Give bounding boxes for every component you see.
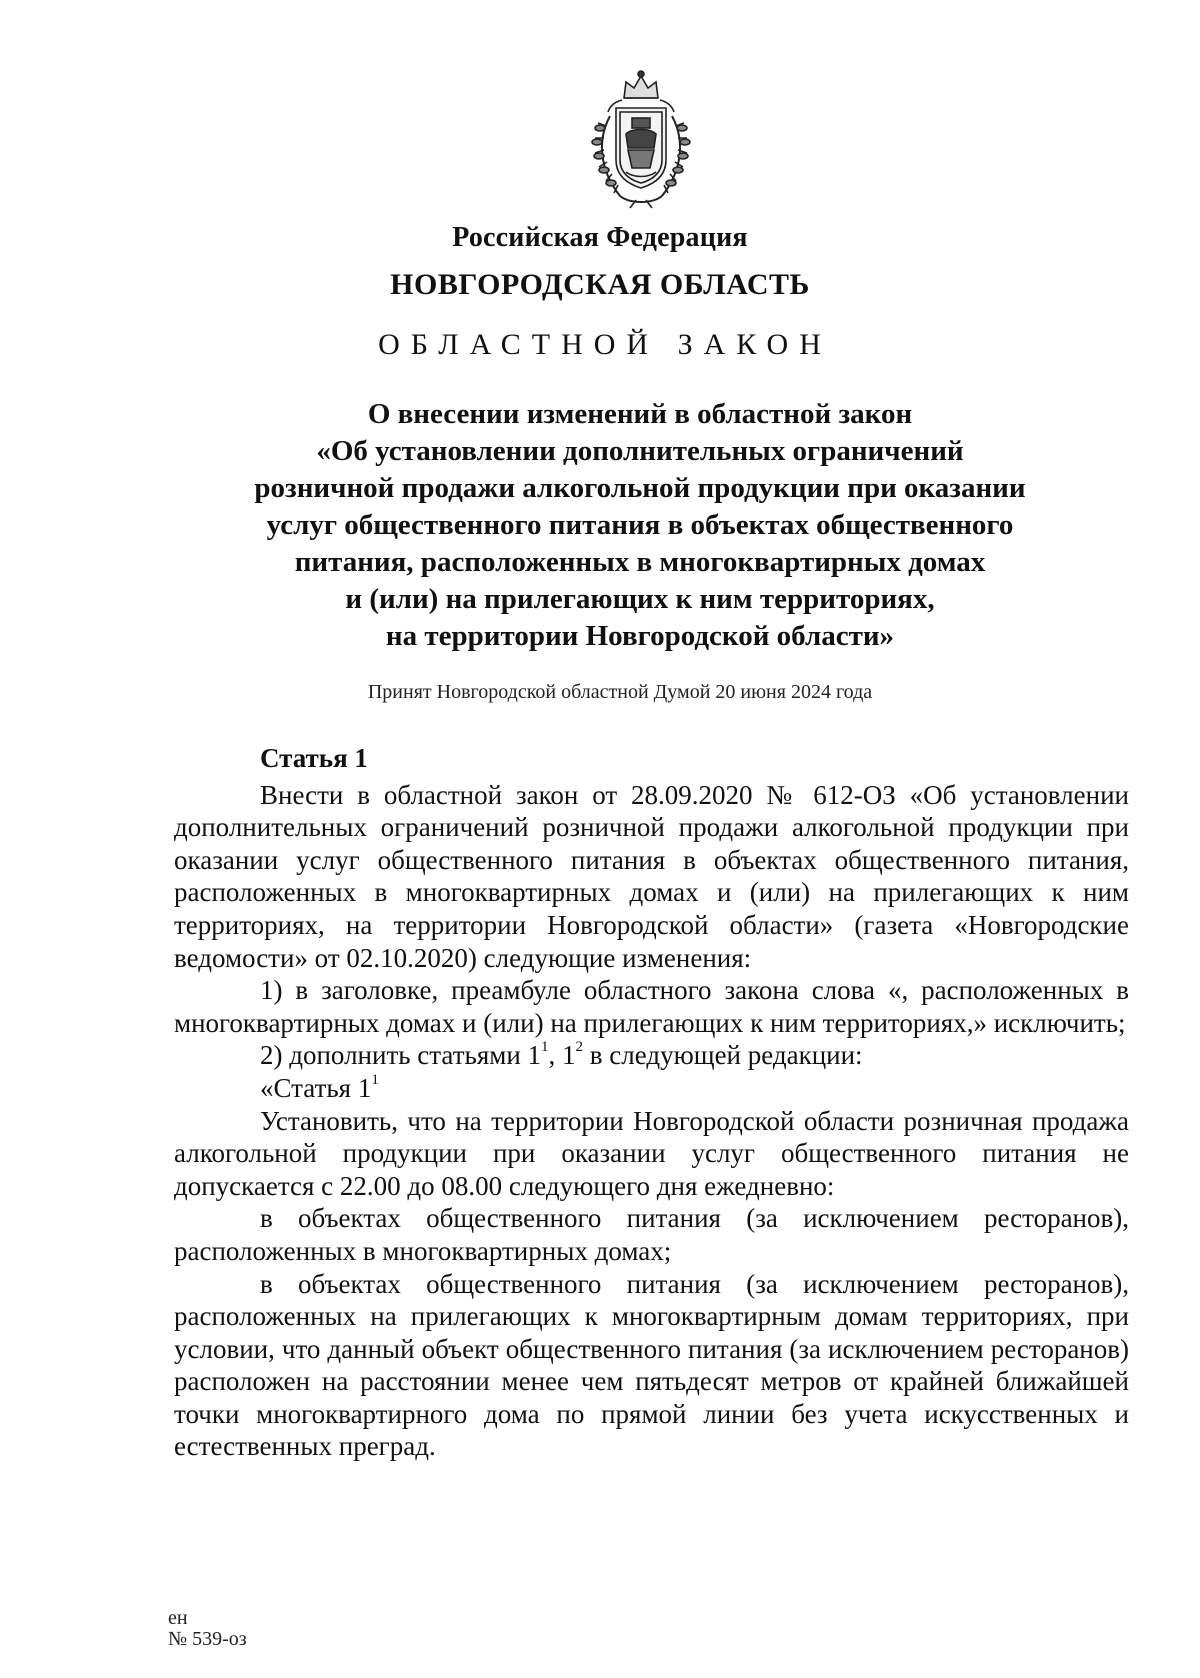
- footer-initials: ен: [168, 1607, 188, 1629]
- article-heading: Статья 1: [260, 743, 368, 773]
- item2-superscript-1: 1: [541, 1039, 549, 1056]
- law-title: [160, 396, 1120, 655]
- region-name: НОВГОРОДСКАЯ ОБЛАСТЬ: [390, 268, 810, 301]
- new-article-heading-superscript: 1: [371, 1071, 379, 1088]
- document-type: ОБЛАСТНОЙ ЗАКОН: [378, 328, 832, 361]
- new-article-heading: [174, 1072, 1129, 1105]
- new-article-paragraph-3: в объектах общественного питания (за исключением ресторанов), расположенных на прилегающих к многоквартирным домам территориях, при условии, что данный объект общественного питания (за исключением ресторанов) расположен на расстоянии менее чем пятьдесят метров от крайней ближайшей точки многоквартирного дома по прямой линии без учета искусственных и естественных преград.: [174, 1268, 1129, 1462]
- document-footer: [168, 1608, 247, 1650]
- amendment-item-2: [174, 1039, 1129, 1072]
- title-line: розничной продажи алкогольной продукции при оказании: [254, 472, 1026, 504]
- item2-text-a: 2) дополнить статьями 1: [260, 1040, 542, 1071]
- title-line: услуг общественного питания в объектах общественного: [266, 509, 1014, 541]
- item2-superscript-2: 2: [575, 1039, 584, 1056]
- title-line: и (или) на прилегающих к ним территориях,: [345, 583, 935, 615]
- new-article-paragraph-1: Установить, что на территории Новгородской области розничная продажа алкогольной продукции при оказании услуг общественного питания не допускается с 22.00 до 08.00 следующего дня ежедневно:: [174, 1105, 1129, 1201]
- title-line: на территории Новгородской области»: [385, 620, 895, 652]
- coat-of-arms-emblem: [580, 68, 702, 210]
- amendment-item-1: 1) в заголовке, преамбуле областного закона слова «, расположенных в многоквартирных домах и (или) на прилегающих к ним территориях,» исключить;: [174, 975, 1129, 1038]
- article-body: [174, 742, 1129, 1463]
- adoption-note: Принят Новгородской областной Думой 20 июня 2024 года: [367, 681, 873, 703]
- new-article-heading-text: «Статья 1: [260, 1072, 372, 1103]
- title-line: О внесении изменений в областной закон: [367, 398, 913, 430]
- title-line: «Об установлении дополнительных ограничений: [316, 435, 964, 467]
- item2-text-c: в следующей редакции:: [583, 1040, 863, 1071]
- footer-number: № 539-оз: [168, 1628, 247, 1650]
- item2-text-b: , 1: [548, 1040, 576, 1071]
- country-name: Российская Федерация: [452, 222, 748, 253]
- title-line: питания, расположенных в многоквартирных домах: [294, 546, 986, 578]
- new-article-paragraph-2: в объектах общественного питания (за исключением ресторанов), расположенных в многоквартирных домах;: [174, 1203, 1129, 1266]
- article-intro-paragraph: Внести в областной закон от 28.09.2020 № 612-ОЗ «Об установлении дополнительных ограничений розничной продажи алкогольной продукции при оказании услуг общественного питания в объектах общественного питания, расположенных в многоквартирных домах и (или) на прилегающих к ним территориях, на территории Новгородской области» (газета «Новгородские ведомости» от 02.10.2020) следующие изменения:: [174, 779, 1129, 973]
